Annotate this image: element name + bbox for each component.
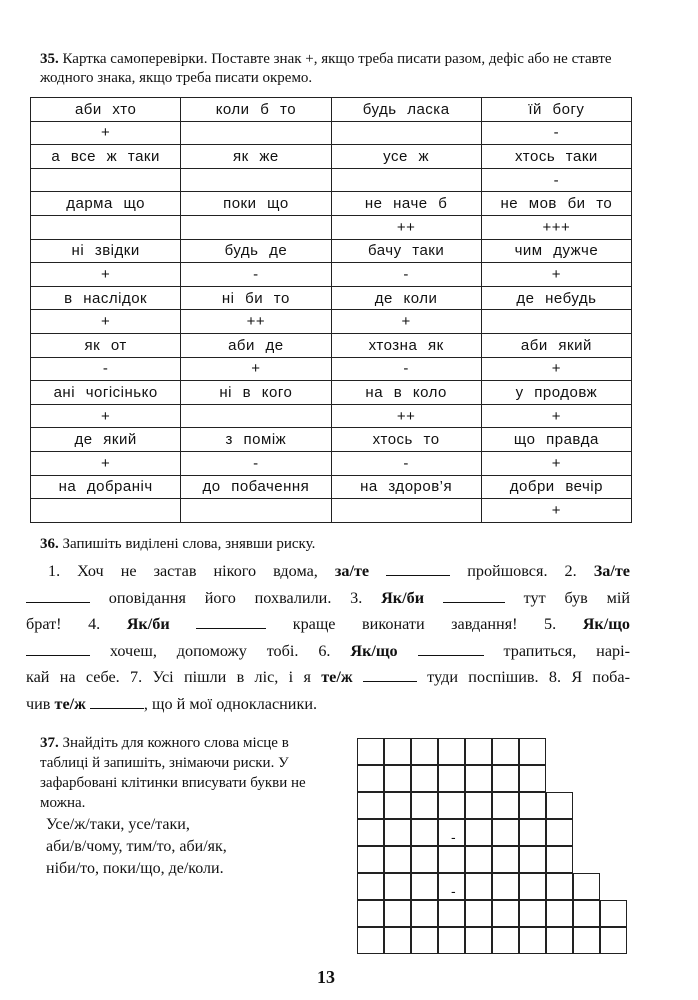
table-cell <box>181 404 331 428</box>
exercise-36-instruction <box>40 536 640 553</box>
table-cell: ні звідки <box>31 239 181 263</box>
grid-cell[interactable] <box>411 738 438 765</box>
table-row-marks <box>31 310 632 334</box>
grid-cell[interactable] <box>465 792 492 819</box>
table-cell: ані чогісінько <box>31 381 181 405</box>
table-cell: усе ж <box>331 145 481 169</box>
grid-cell[interactable] <box>519 900 546 927</box>
table-cell: - <box>181 263 331 287</box>
grid-cell[interactable] <box>546 873 573 900</box>
table-cell: - <box>181 451 331 475</box>
table-cell: + <box>31 121 181 145</box>
table-cell: дарма що <box>31 192 181 216</box>
exercise-36-text: Запишіть виділені слова, знявши риску. <box>62 536 316 552</box>
table-row-marks <box>31 499 632 523</box>
grid-cell[interactable] <box>519 792 546 819</box>
table-cell: ні в кого <box>181 381 331 405</box>
answer-blank[interactable] <box>90 694 144 709</box>
table-cell: як от <box>31 333 181 357</box>
table-cell: у продовж <box>481 381 631 405</box>
page-number: 13 <box>317 967 335 987</box>
grid-dash-mark: - <box>451 829 456 845</box>
grid-cell[interactable] <box>411 846 438 873</box>
grid-cell[interactable] <box>465 765 492 792</box>
grid-cell[interactable] <box>357 738 384 765</box>
grid-cell[interactable] <box>438 846 465 873</box>
table-row-words <box>31 145 632 169</box>
grid-cell[interactable] <box>357 765 384 792</box>
table-row-words <box>31 239 632 263</box>
exercise-37-number: 37. <box>40 735 59 751</box>
grid-cell[interactable] <box>465 846 492 873</box>
grid-cell[interactable] <box>357 819 384 846</box>
table-cell: + <box>31 404 181 428</box>
exercise-36-number: 36. <box>40 536 59 552</box>
grid-cell[interactable] <box>438 738 465 765</box>
table-cell: будь де <box>181 239 331 263</box>
word-list-line: Усе/ж/таки, усе/таки, <box>46 816 190 833</box>
grid-cell[interactable] <box>492 900 519 927</box>
table-cell: де коли <box>331 286 481 310</box>
grid-cell[interactable] <box>411 765 438 792</box>
answer-blank[interactable] <box>26 588 90 603</box>
table-row-words <box>31 286 632 310</box>
ex36-line-2: оповідання його похвалили. 3. Як/би тут був мій <box>26 585 630 612</box>
table-cell: добри вечір <box>481 475 631 499</box>
grid-cell[interactable] <box>357 846 384 873</box>
self-check-table <box>30 97 632 523</box>
grid-cell[interactable] <box>384 900 411 927</box>
table-row-marks <box>31 451 632 475</box>
table-cell: поки що <box>181 192 331 216</box>
grid-cell[interactable] <box>384 792 411 819</box>
table-cell: бачу таки <box>331 239 481 263</box>
table-row-marks <box>31 215 632 239</box>
grid-cell[interactable] <box>492 846 519 873</box>
grid-cell[interactable] <box>546 927 573 954</box>
grid-cell[interactable] <box>384 927 411 954</box>
table-cell: на здоров’я <box>331 475 481 499</box>
table-row-marks <box>31 263 632 287</box>
table-cell <box>481 310 631 334</box>
table-cell: + <box>181 357 331 381</box>
grid-cell[interactable] <box>438 927 465 954</box>
table-cell <box>31 168 181 192</box>
table-cell: аби хто <box>31 98 181 122</box>
table-cell: їй богу <box>481 98 631 122</box>
table-cell: на в коло <box>331 381 481 405</box>
table-cell: - <box>31 357 181 381</box>
table-cell: - <box>481 168 631 192</box>
grid-cell[interactable] <box>357 873 384 900</box>
grid-cell[interactable] <box>546 792 573 819</box>
grid-cell[interactable] <box>519 846 546 873</box>
grid-cell[interactable] <box>519 738 546 765</box>
grid-cell[interactable] <box>357 792 384 819</box>
table-cell: аби де <box>181 333 331 357</box>
answer-blank[interactable] <box>363 667 417 682</box>
table-row-marks <box>31 121 632 145</box>
grid-cell[interactable] <box>384 738 411 765</box>
answer-blank[interactable] <box>418 641 484 656</box>
grid-cell[interactable] <box>411 927 438 954</box>
grid-cell[interactable] <box>492 792 519 819</box>
table-cell: а все ж таки <box>31 145 181 169</box>
table-row-words <box>31 428 632 452</box>
table-cell: в наслідок <box>31 286 181 310</box>
grid-cell[interactable] <box>357 900 384 927</box>
table-cell <box>181 499 331 523</box>
table-cell: + <box>331 310 481 334</box>
grid-cell[interactable] <box>546 846 573 873</box>
table-row-words <box>31 98 632 122</box>
ex36-line-1: 1. Хоч не застав нікого вдома, за/те пройшовся. 2. За/те <box>48 562 630 580</box>
table-cell: ++ <box>181 310 331 334</box>
grid-cell[interactable] <box>600 900 627 927</box>
grid-cell[interactable] <box>600 927 627 954</box>
table-cell: + <box>481 263 631 287</box>
table-row-words <box>31 381 632 405</box>
table-cell: - <box>331 451 481 475</box>
answer-blank[interactable] <box>196 614 266 629</box>
grid-cell[interactable] <box>465 927 492 954</box>
grid-cell[interactable] <box>384 819 411 846</box>
grid-cell[interactable] <box>492 927 519 954</box>
exercise-35-instruction <box>40 50 640 88</box>
table-cell: як же <box>181 145 331 169</box>
table-cell: хтось таки <box>481 145 631 169</box>
table-cell: + <box>31 451 181 475</box>
table-cell <box>331 121 481 145</box>
table-row-marks <box>31 357 632 381</box>
table-cell: з поміж <box>181 428 331 452</box>
grid-cell[interactable] <box>519 927 546 954</box>
ex36-line-6: чив те/ж , що й мої однокласники. <box>26 694 318 713</box>
grid-cell[interactable] <box>357 927 384 954</box>
table-cell <box>181 168 331 192</box>
word-list-line: ніби/то, поки/що, де/коли. <box>46 860 224 877</box>
table-cell: аби який <box>481 333 631 357</box>
grid-cell[interactable] <box>546 819 573 846</box>
table-cell: ++ <box>331 404 481 428</box>
grid-cell[interactable] <box>384 846 411 873</box>
grid-cell[interactable] <box>573 927 600 954</box>
table-cell <box>31 499 181 523</box>
table-cell: ++ <box>331 215 481 239</box>
grid-cell[interactable] <box>438 765 465 792</box>
table-row-marks <box>31 404 632 428</box>
ex36-line-4: хочеш, допоможу тобі. 6. Як/що трапиться, нарі- <box>26 638 630 665</box>
word-list-line: аби/в/чому, тим/то, аби/як, <box>46 838 227 855</box>
exercise-37-instruction <box>40 733 340 813</box>
table-cell: + <box>481 357 631 381</box>
answer-blank[interactable] <box>26 641 90 656</box>
table-cell <box>331 168 481 192</box>
grid-cell[interactable] <box>384 873 411 900</box>
grid-cell[interactable] <box>465 900 492 927</box>
grid-cell[interactable] <box>519 765 546 792</box>
exercise-36-body <box>26 558 630 717</box>
table-cell: - <box>331 263 481 287</box>
table-cell <box>181 215 331 239</box>
answer-blank[interactable] <box>443 588 505 603</box>
table-cell: будь ласка <box>331 98 481 122</box>
table-row-marks <box>31 168 632 192</box>
table-cell: до побачення <box>181 475 331 499</box>
ex36-line-5: кай на себе. 7. Усі пішли в ліс, і я те/ж туди поспішив. 8. Я поба- <box>26 668 630 686</box>
table-cell: +++ <box>481 215 631 239</box>
grid-cell[interactable] <box>573 873 600 900</box>
grid-cell[interactable] <box>411 873 438 900</box>
exercise-35-text: Картка самоперевірки. Поставте знак +, якщо треба писати разом, дефіс або не ставте жодного знака, якщо треба писати окремо. <box>40 51 612 86</box>
grid-cell[interactable] <box>519 819 546 846</box>
exercise-37-text: Знайдіть для кожного слова місце в таблиці й запишіть, знімаючи риски. У зафарбовані клітинки вписувати букви не можна. <box>40 735 306 811</box>
table-cell: де який <box>31 428 181 452</box>
table-cell: ні би то <box>181 286 331 310</box>
table-cell: не мов би то <box>481 192 631 216</box>
table-cell: що правда <box>481 428 631 452</box>
grid-cell[interactable] <box>465 819 492 846</box>
grid-cell[interactable] <box>465 738 492 765</box>
table-cell: - <box>331 357 481 381</box>
grid-cell[interactable] <box>573 900 600 927</box>
table-cell: коли б то <box>181 98 331 122</box>
answer-blank[interactable] <box>386 561 450 576</box>
grid-cell[interactable] <box>384 765 411 792</box>
table-cell <box>181 121 331 145</box>
grid-cell[interactable] <box>411 819 438 846</box>
grid-cell[interactable] <box>411 900 438 927</box>
ex36-line-3: брат! 4. Як/би краще виконати завдання! 5. Як/що <box>26 615 630 633</box>
table-cell: + <box>31 263 181 287</box>
table-cell: чим дужче <box>481 239 631 263</box>
table-cell: хтось то <box>331 428 481 452</box>
table-cell: + <box>481 404 631 428</box>
grid-cell[interactable] <box>519 873 546 900</box>
table-row-words <box>31 333 632 357</box>
table-row-words <box>31 475 632 499</box>
grid-cell[interactable] <box>546 900 573 927</box>
table-cell: де небудь <box>481 286 631 310</box>
grid-dash-mark: - <box>451 883 456 899</box>
grid-cell[interactable] <box>465 873 492 900</box>
exercise-37-words <box>46 814 336 880</box>
grid-cell[interactable] <box>492 765 519 792</box>
table-cell <box>31 215 181 239</box>
grid-cell[interactable] <box>492 738 519 765</box>
grid-cell[interactable] <box>438 900 465 927</box>
table-cell: - <box>481 121 631 145</box>
table-cell: хтозна як <box>331 333 481 357</box>
table-cell: + <box>31 310 181 334</box>
grid-cell[interactable] <box>492 873 519 900</box>
grid-cell[interactable] <box>411 792 438 819</box>
grid-cell[interactable] <box>492 819 519 846</box>
table-row-words <box>31 192 632 216</box>
table-cell: не наче б <box>331 192 481 216</box>
table-cell <box>331 499 481 523</box>
grid-cell[interactable] <box>438 792 465 819</box>
table-cell: + <box>481 499 631 523</box>
exercise-35-number: 35. <box>40 51 59 67</box>
table-cell: + <box>481 451 631 475</box>
table-cell: на добраніч <box>31 475 181 499</box>
